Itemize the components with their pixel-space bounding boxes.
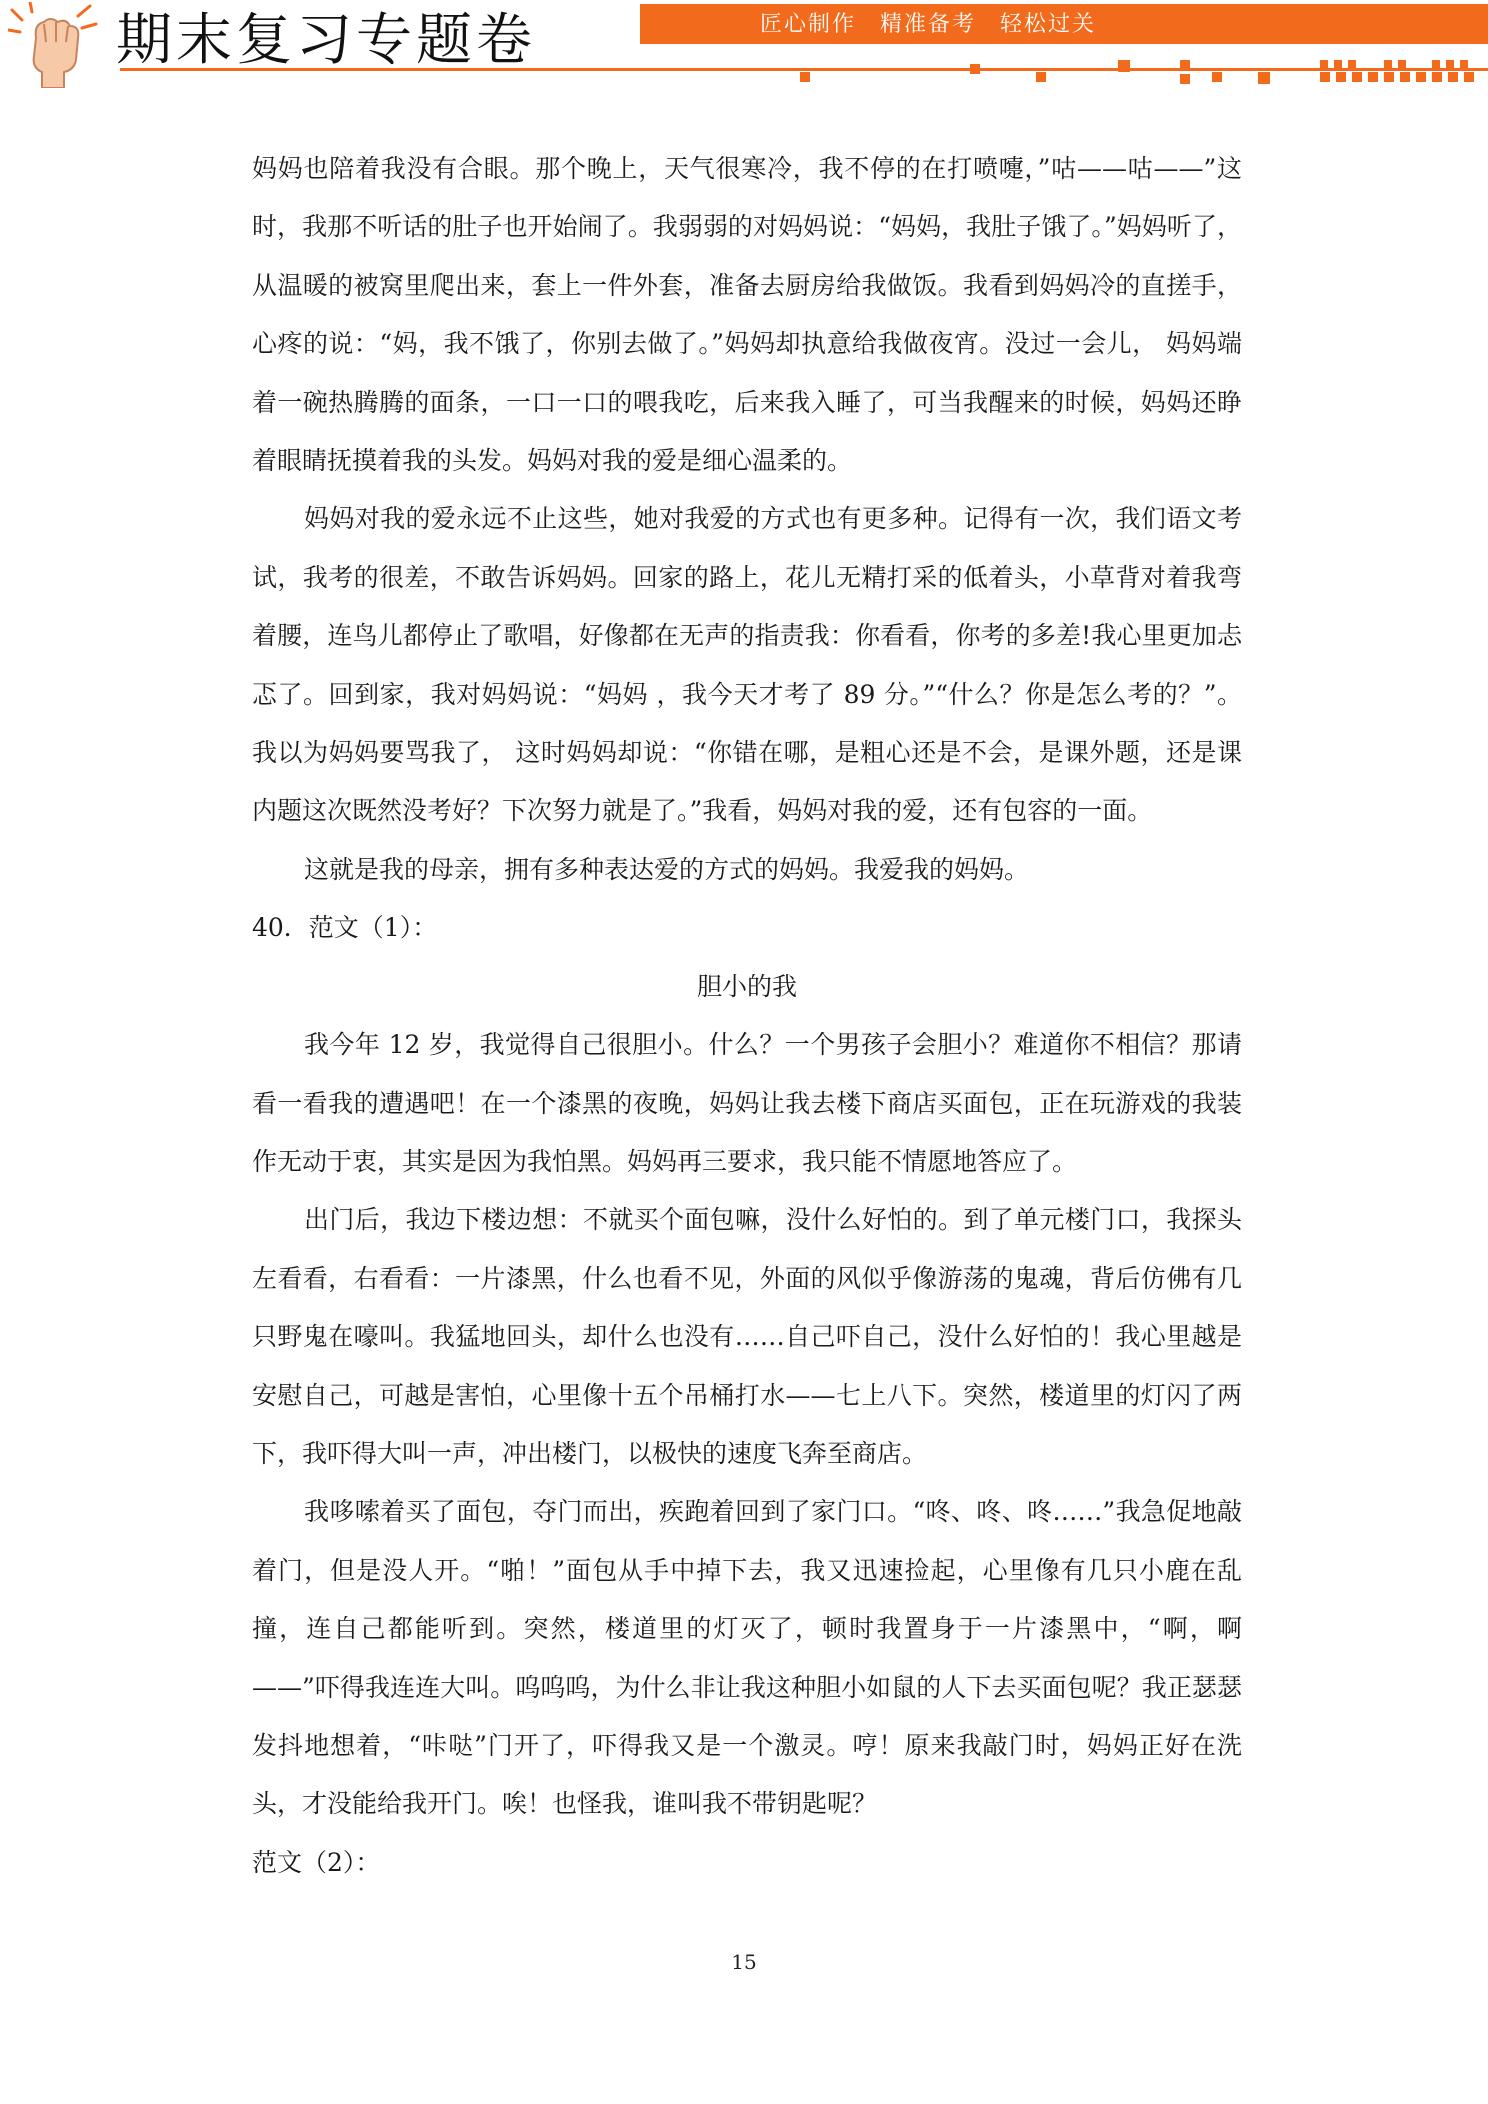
paragraph: 这就是我的母亲，拥有多种表达爱的方式的妈妈。我爱我的妈妈。	[304, 854, 1030, 884]
header-decorative-squares	[800, 56, 1488, 86]
page-number: 15	[731, 1950, 757, 1974]
paragraph: 我今年 12 岁，我觉得自己很胆小。什么？一个男孩子会胆小？难道你不相信？那请看一看我的遭遇吧！在一个漆黑的夜晚，妈妈让我去楼下商店买面包，正在玩游戏的我装作无动于衷，其实是因为我怕黑。妈妈再三要求，我只能不情愿地答应了。	[252, 1030, 1242, 1176]
document-body	[252, 140, 1242, 1892]
header-title: 期末复习专题卷	[116, 8, 536, 73]
essay-title: 胆小的我	[696, 971, 797, 1001]
page-header	[0, 0, 1488, 96]
section-heading: 范文（2）：	[252, 1847, 381, 1877]
paragraph: 妈妈也陪着我没有合眼。那个晚上，天气很寒冷，我不停的在打喷嚏，”咕——咕——”这时，我那不听话的肚子也开始闹了。我弱弱的对妈妈说：“妈妈，我肚子饿了。”妈妈听了，从温暖的被窝里爬出来，套上一件外套，准备去厨房给我做饭。我看到妈妈冷的直搓手，心疼的说：“妈，我不饿了，你别去做了。”妈妈却执意给我做夜宵。没过一会儿， 妈妈端着一碗热腾腾的面条，一口一口的喂我吃，后来我入睡了，可当我醒来的时候，妈妈还睁着眼睛抚摸着我的头发。妈妈对我的爱是细心温柔的。	[252, 154, 1242, 476]
paragraph: 出门后，我边下楼边想：不就买个面包嘛，没什么好怕的。到了单元楼门口，我探头左看看，右看看：一片漆黑，什么也看不见，外面的风似乎像游荡的鬼魂，背后仿佛有几只野鬼在嚎叫。我猛地回头，却什么也没有……自己吓自己，没什么好怕的！我心里越是安慰自己，可越是害怕，心里像十五个吊桶打水——七上八下。突然，楼道里的灯闪了两下，我吓得大叫一声，冲出楼门，以极快的速度飞奔至商店。	[252, 1205, 1242, 1468]
fist-icon	[8, 2, 108, 88]
paragraph: 妈妈对我的爱永远不止这些，她对我爱的方式也有更多种。记得有一次，我们语文考试，我考的很差，不敢告诉妈妈。回家的路上，花儿无精打采的低着头，小草背对着我弯着腰，连鸟儿都停止了歌唱，好像都在无声的指责我：你看看，你考的多差!我心里更加忐忑了。回到家，我对妈妈说：“妈妈 ，我今天才考了 89 分。”“什么？你是怎么考的？”。我以为妈妈要骂我了， 这时妈妈却说：“你错在哪，是粗心还是不会，是课外题，还是课内题这次既然没考好？下次努力就是了。”我看，妈妈对我的爱，还有包容的一面。	[252, 504, 1242, 826]
header-tagline: 匠心制作 精准备考 轻松过关	[760, 12, 1097, 37]
section-heading: 40．范文（1）：	[252, 913, 438, 943]
paragraph: 我哆嗦着买了面包，夺门而出，疾跑着回到了家门口。“咚、咚、咚……”我急促地敲着门，但是没人开。“啪！”面包从手中掉下去，我又迅速捡起，心里像有几只小鹿在乱撞，连自己都能听到。突然，楼道里的灯灭了，顿时我置身于一片漆黑中，“啊，啊——”吓得我连连大叫。呜呜呜，为什么非让我这种胆小如鼠的人下去买面包呢？我正瑟瑟发抖地想着，“咔哒”门开了，吓得我又是一个激灵。哼！原来我敲门时，妈妈正好在洗头，才没能给我开门。唉！也怪我，谁叫我不带钥匙呢？	[252, 1497, 1242, 1819]
